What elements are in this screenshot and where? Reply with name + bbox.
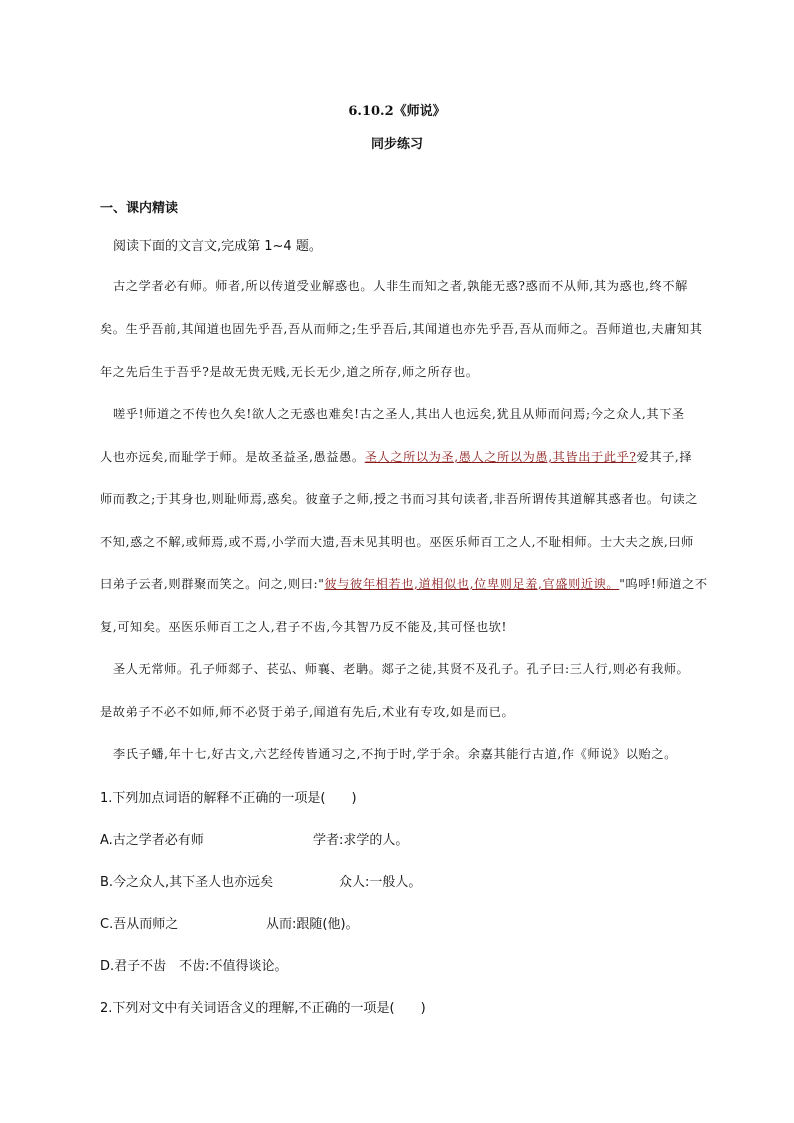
question-2-stem: 2.下列对文中有关词语含义的理解,不正确的一项是( ) bbox=[100, 1001, 426, 1016]
section-heading: 一、课内精读 bbox=[100, 201, 179, 216]
reading-instruction: 阅读下面的文言文,完成第 1~4 题。 bbox=[113, 239, 322, 254]
passage-segment: 曰弟子云者,则群聚而笑之。问之,则曰:" bbox=[100, 577, 325, 591]
option-a-gloss: 学者:求学的人。 bbox=[313, 833, 409, 848]
passage-line: 嗟乎!师道之不传也久矣!欲人之无惑也难矣!古之圣人,其出人也远矣,犹且从师而问焉;今之众人,其下圣 bbox=[113, 407, 685, 421]
passage-line: 古之学者必有师。师者,所以传道受业解惑也。人非生而知之者,孰能无惑?惑而不从师,其为惑也,终不解 bbox=[113, 279, 688, 293]
passage-line: 矣。生乎吾前,其闻道也固先乎吾,吾从而师之;生乎吾后,其闻道也亦先乎吾,吾从而师之。吾师道也,夫庸知其 bbox=[100, 322, 703, 336]
question-1-stem: 1.下列加点词语的解释不正确的一项是( ) bbox=[100, 791, 357, 806]
document-subtitle: 同步练习 bbox=[370, 137, 423, 152]
option-d-text: D.君子不齿 不齿:不值得谈论。 bbox=[100, 959, 288, 974]
option-a-text: A.古之学者必有师 bbox=[100, 833, 204, 848]
passage-segment: "呜呼!师道之不 bbox=[619, 577, 708, 591]
document-title: 6.10.2《师说》 bbox=[348, 104, 446, 119]
highlighted-sentence: 圣人之所以为圣,愚人之所以为愚,其皆出于此乎? bbox=[364, 450, 637, 464]
passage-segment: 爱其子,择 bbox=[636, 450, 693, 464]
passage-line bbox=[100, 575, 708, 592]
passage-line: 圣人无常师。孔子师郯子、苌弘、师襄、老聃。郯子之徒,其贤不及孔子。孔子曰:三人行,则必有我师。 bbox=[113, 662, 690, 676]
passage-line: 师而教之;于其身也,则耻师焉,惑矣。彼童子之师,授之书而习其句读者,非吾所谓传其道解其惑者也。句读之 bbox=[100, 492, 699, 506]
passage-line: 不知,惑之不解,或师焉,或不焉,小学而大遗,吾未见其明也。巫医乐师百工之人,不耻相师。士大夫之族,曰师 bbox=[100, 535, 694, 549]
passage-line: 年之先后生于吾乎?是故无贵无贱,无长无少,道之所存,师之所存也。 bbox=[100, 365, 479, 379]
passage-line bbox=[100, 448, 692, 465]
highlighted-sentence: 彼与彼年相若也,道相似也,位卑则足羞,官盛则近谀。 bbox=[324, 577, 620, 591]
passage-line: 李氏子蟠,年十七,好古文,六艺经传皆通习之,不拘于时,学于余。余嘉其能行古道,作《师说》以贻之。 bbox=[113, 747, 677, 761]
option-c-text: C.吾从而师之 bbox=[100, 917, 179, 932]
passage-line: 是故弟子不必不如师,师不必贤于弟子,闻道有先后,术业有专攻,如是而已。 bbox=[100, 705, 515, 719]
option-c-gloss: 从而:跟随(他)。 bbox=[266, 917, 359, 932]
option-b-text: B.今之众人,其下圣人也亦远矣 bbox=[100, 875, 274, 890]
option-b-gloss: 众人:一般人。 bbox=[339, 875, 422, 890]
passage-line: 复,可知矣。巫医乐师百工之人,君子不齿,今其智乃反不能及,其可怪也欤! bbox=[100, 620, 508, 634]
passage-segment: 人也亦远矣,而耻学于师。是故圣益圣,愚益愚。 bbox=[100, 450, 365, 464]
